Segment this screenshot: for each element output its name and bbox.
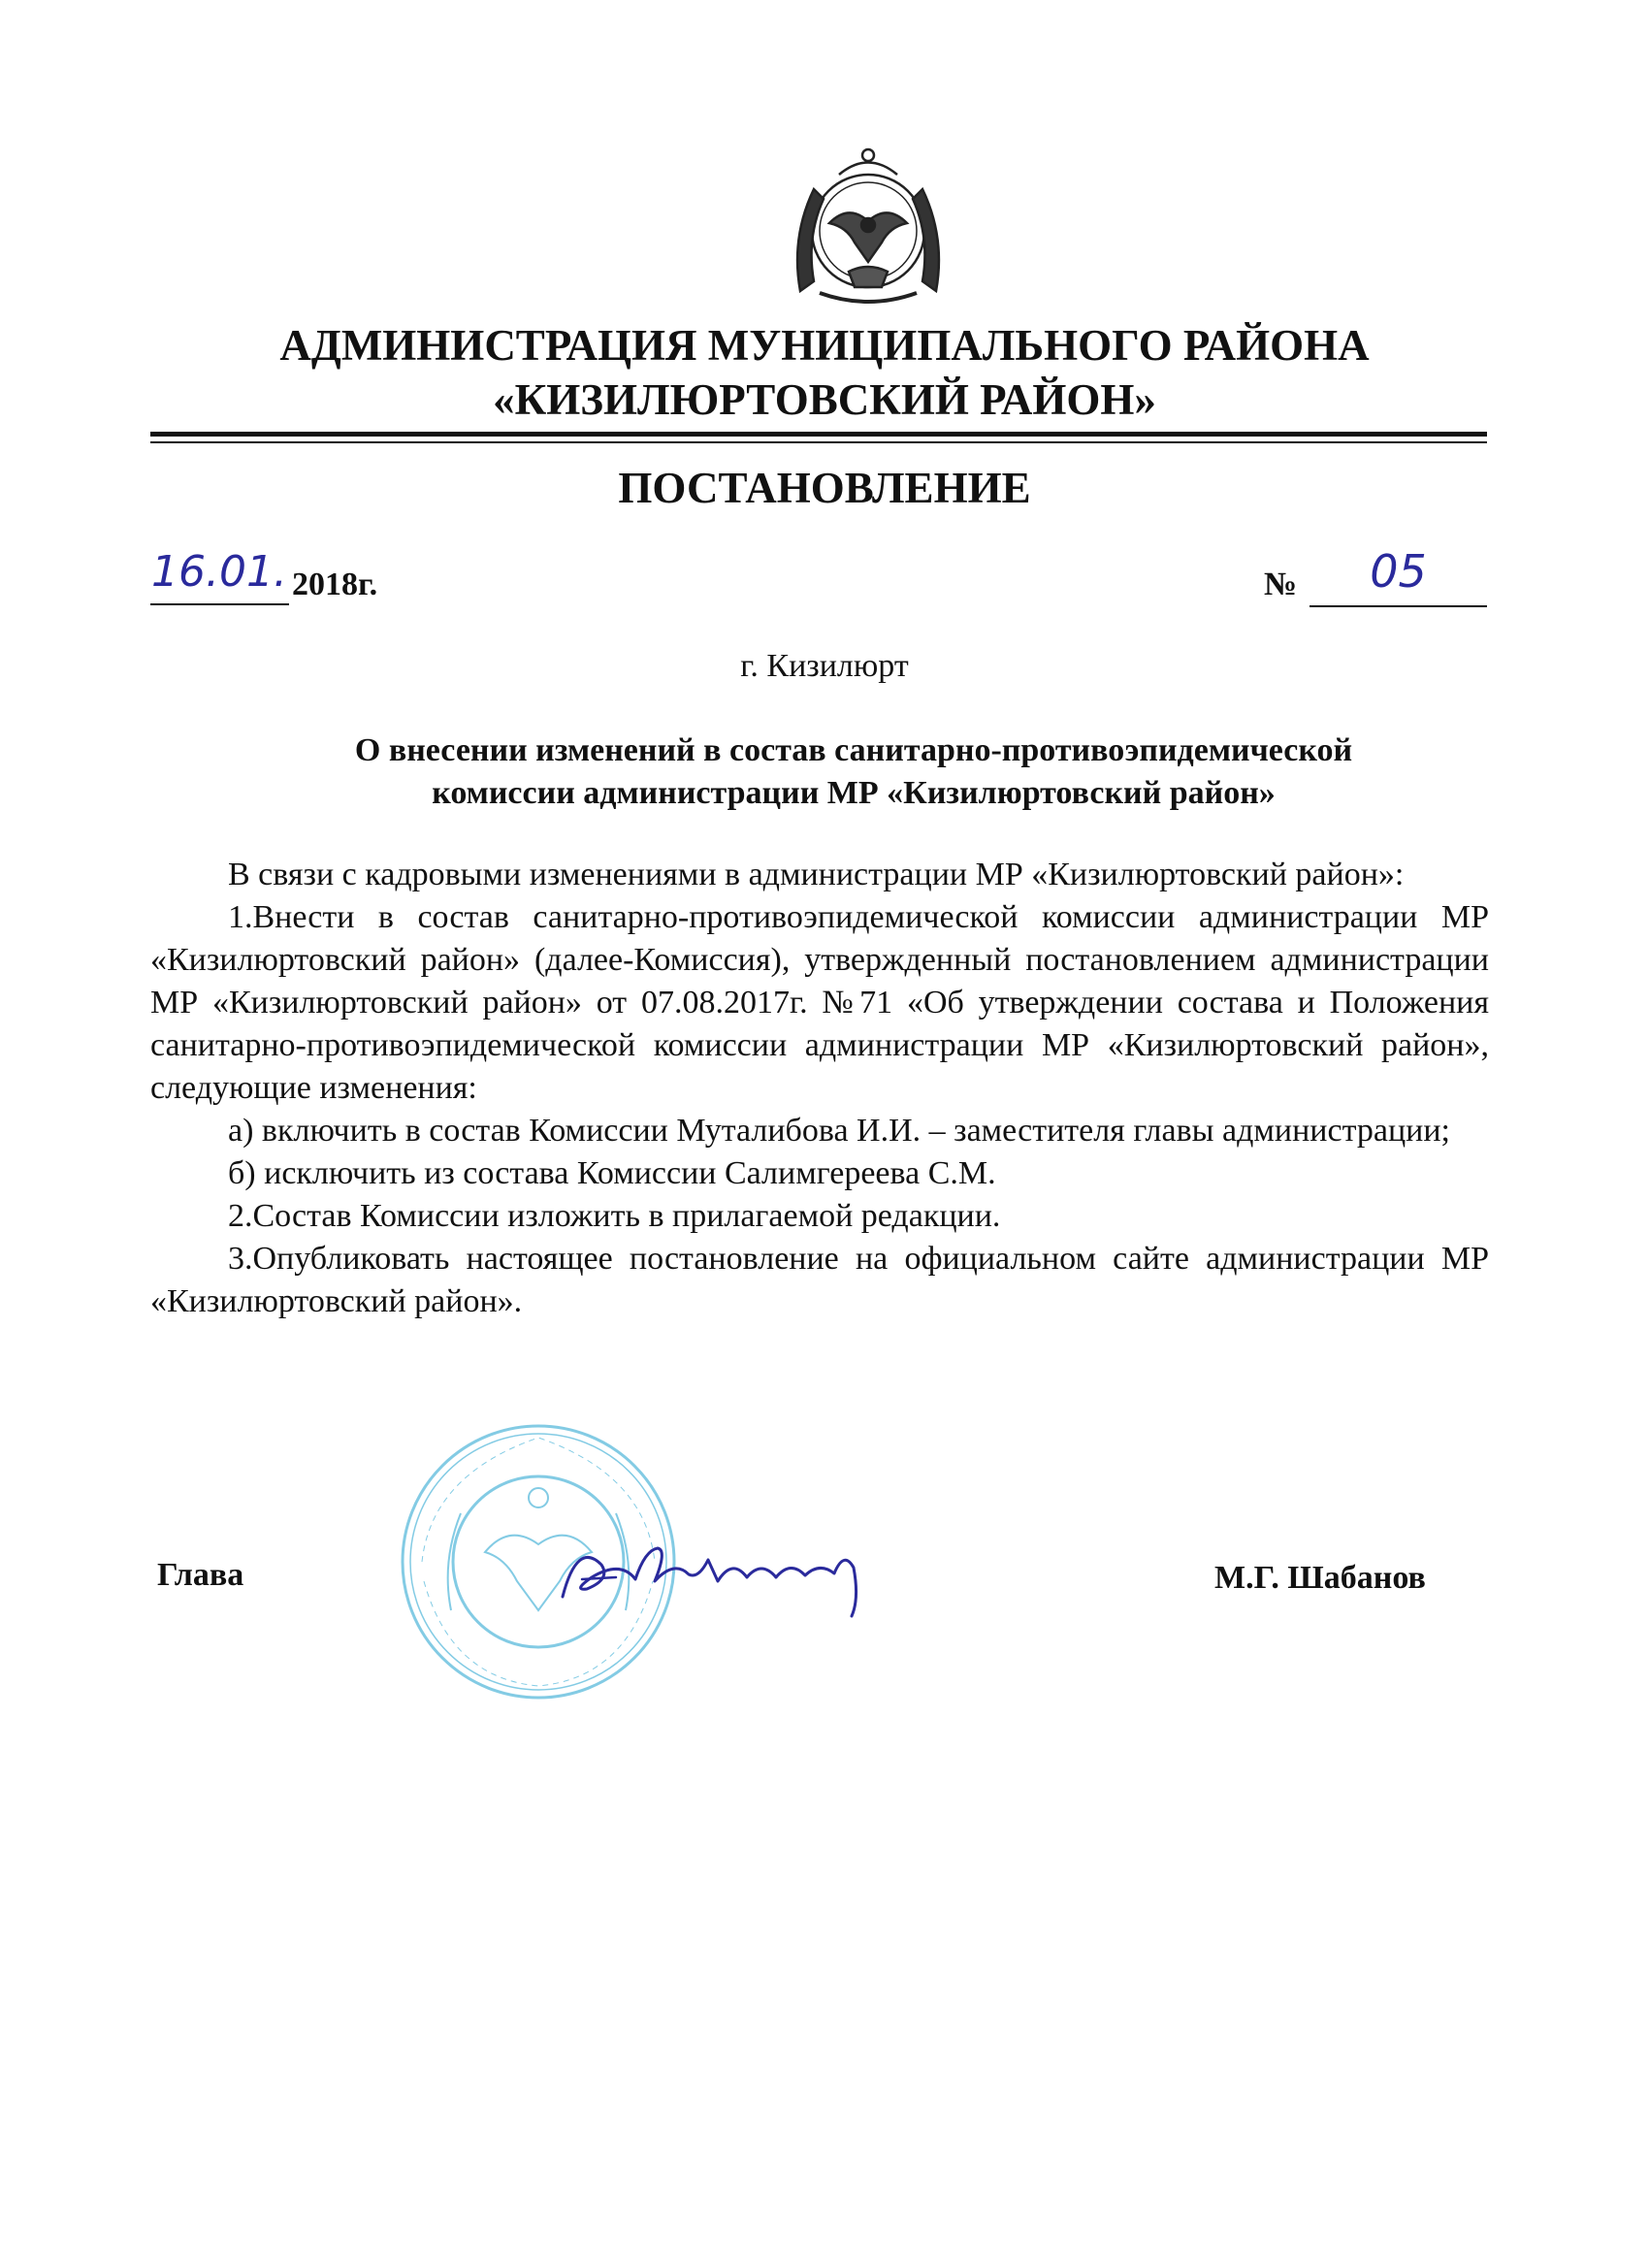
handwritten-signature-icon xyxy=(543,1521,912,1618)
subject-line2: комиссии администрации МР «Кизилюртовский район» xyxy=(432,775,1276,811)
signatory-title: Глава xyxy=(157,1557,244,1593)
body-paragraph: В связи с кадровыми изменениями в администрации МР «Кизилюртовский район»: xyxy=(228,857,1405,892)
header-rule-thin xyxy=(150,441,1487,443)
coat-of-arms-emblem xyxy=(781,146,955,306)
handwritten-date: 16.01. xyxy=(151,547,287,597)
dagestan-coat-of-arms-icon xyxy=(781,146,955,306)
body-paragraph: 1.Внести в состав санитарно-противоэпидемической комиссии администрации МР «Кизилюртовский район» (далее-Комиссия), утвержденный постановлением администрации МР «Кизилюртовский район» от 07.08.2017г. №71 «Об утверждении состава и Положения санитарно-противоэпидемической комиссии администрации МР «Кизилюртовский район», следующие изменения: xyxy=(150,899,1489,1106)
signatory-name: М.Г. Шабанов xyxy=(1214,1560,1426,1596)
subject-line1: О внесении изменений в состав санитарно-противоэпидемической xyxy=(354,732,1353,768)
document-body xyxy=(150,854,1489,1323)
document-type-title: ПОСТАНОВЛЕНИЕ xyxy=(618,464,1031,512)
body-paragraph: б) исключить из состава Комиссии Салимгереева С.М. xyxy=(228,1155,996,1191)
date-year: 2018г. xyxy=(292,567,378,602)
number-sign: № xyxy=(1264,567,1298,602)
organization-name-line1: АДМИНИСТРАЦИЯ МУНИЦИПАЛЬНОГО РАЙОНА xyxy=(279,321,1370,370)
organization-name-line2: «КИЗИЛЮРТОВСКИЙ РАЙОН» xyxy=(493,375,1156,424)
body-paragraph: 2.Состав Комиссии изложить в прилагаемой редакции. xyxy=(228,1198,1001,1234)
handwritten-number: 05 xyxy=(1370,545,1427,598)
body-paragraph: а) включить в состав Комиссии Муталибова И.И. – заместителя главы администрации; xyxy=(228,1113,1450,1149)
city-name: г. Кизилюрт xyxy=(740,648,909,684)
document-subject xyxy=(223,729,1484,815)
handwritten-signature xyxy=(543,1521,912,1618)
body-paragraph: 3.Опубликовать настоящее постановление на официальном сайте администрации МР «Кизилюртовский район». xyxy=(150,1241,1489,1319)
date-underline xyxy=(150,603,289,605)
date-number-line xyxy=(150,545,1489,619)
number-underline xyxy=(1310,605,1487,607)
header-rule-thick xyxy=(150,432,1487,437)
